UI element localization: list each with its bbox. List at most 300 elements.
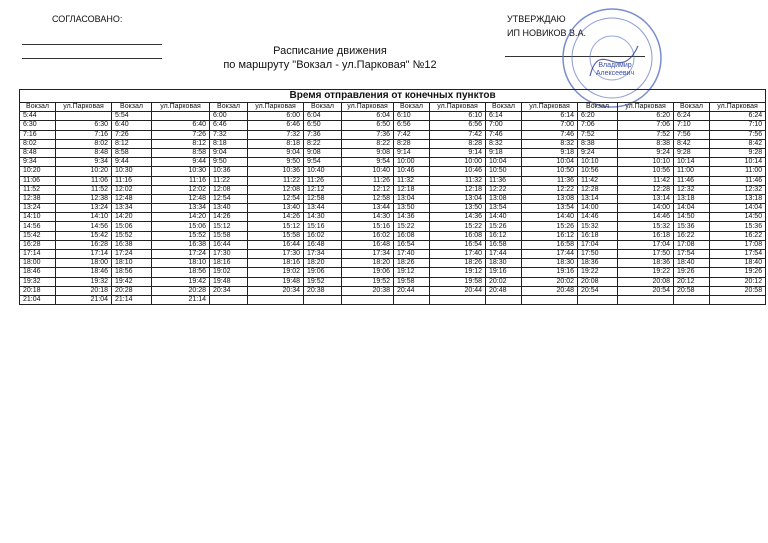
- table-row: [20, 240, 766, 249]
- time-cell: 20:02: [486, 277, 522, 286]
- time-cell: 19:22: [618, 268, 674, 277]
- column-header: Вокзал: [304, 103, 342, 112]
- time-cell: 19:06: [304, 268, 342, 277]
- time-cell: 12:58: [342, 194, 394, 203]
- time-cell: 16:54: [394, 240, 430, 249]
- time-cell: 20:18: [20, 286, 56, 295]
- time-cell: 13:40: [248, 204, 304, 213]
- time-cell: 9:28: [674, 148, 710, 157]
- time-cell: 15:32: [578, 222, 618, 231]
- column-header-row: [20, 103, 766, 112]
- time-cell: 13:04: [394, 194, 430, 203]
- table-row: [20, 277, 766, 286]
- time-cell: 8:38: [578, 139, 618, 148]
- time-cell: 14:10: [56, 213, 112, 222]
- time-cell: 17:40: [430, 250, 486, 259]
- time-cell: [522, 295, 578, 304]
- time-cell: 18:26: [430, 259, 486, 268]
- time-cell: 12:32: [674, 185, 710, 194]
- time-cell: 7:36: [304, 130, 342, 139]
- time-cell: 14:46: [618, 213, 674, 222]
- section-title: Время отправления от конечных пунктов: [20, 90, 766, 103]
- time-cell: 8:02: [20, 139, 56, 148]
- time-cell: 16:22: [710, 231, 766, 240]
- time-cell: 8:32: [522, 139, 578, 148]
- time-cell: 20:38: [304, 286, 342, 295]
- time-cell: 8:58: [112, 148, 152, 157]
- column-header: ул.Парковая: [56, 103, 112, 112]
- time-cell: 7:10: [710, 121, 766, 130]
- time-cell: 6:50: [304, 121, 342, 130]
- time-cell: 10:46: [430, 167, 486, 176]
- time-cell: [248, 295, 304, 304]
- time-cell: [430, 295, 486, 304]
- time-cell: 7:06: [578, 121, 618, 130]
- time-cell: 17:50: [578, 250, 618, 259]
- time-cell: 18:00: [20, 259, 56, 268]
- time-cell: 19:12: [430, 268, 486, 277]
- time-cell: 17:50: [618, 250, 674, 259]
- time-cell: 8:28: [394, 139, 430, 148]
- column-header: Вокзал: [210, 103, 248, 112]
- time-cell: 18:46: [20, 268, 56, 277]
- time-cell: 18:30: [486, 259, 522, 268]
- time-cell: 17:34: [304, 250, 342, 259]
- time-cell: 17:30: [248, 250, 304, 259]
- time-cell: 17:44: [522, 250, 578, 259]
- time-cell: 12:38: [20, 194, 56, 203]
- title-line-2: по маршруту "Вокзал - ул.Парковая" №12: [223, 59, 437, 71]
- time-cell: 16:22: [674, 231, 710, 240]
- time-cell: 14:40: [486, 213, 522, 222]
- time-cell: 12:18: [430, 185, 486, 194]
- time-cell: 7:56: [674, 130, 710, 139]
- time-cell: 15:42: [20, 231, 56, 240]
- time-cell: 21:04: [20, 295, 56, 304]
- time-cell: 7:16: [56, 130, 112, 139]
- column-header: ул.Парковая: [342, 103, 394, 112]
- time-cell: 15:32: [618, 222, 674, 231]
- time-cell: 19:12: [394, 268, 430, 277]
- column-header: Вокзал: [20, 103, 56, 112]
- time-cell: 11:22: [248, 176, 304, 185]
- time-cell: 7:00: [486, 121, 522, 130]
- time-cell: 12:02: [152, 185, 210, 194]
- time-cell: 17:24: [152, 250, 210, 259]
- time-cell: [394, 295, 430, 304]
- time-cell: 14:20: [112, 213, 152, 222]
- time-cell: 7:52: [618, 130, 674, 139]
- time-cell: 10:40: [342, 167, 394, 176]
- time-cell: 9:34: [56, 158, 112, 167]
- time-cell: 9:04: [248, 148, 304, 157]
- time-cell: 12:28: [618, 185, 674, 194]
- time-cell: 8:22: [304, 139, 342, 148]
- table-row: [20, 112, 766, 121]
- table-row: [20, 213, 766, 222]
- time-cell: 6:56: [430, 121, 486, 130]
- time-cell: 6:46: [248, 121, 304, 130]
- time-cell: [486, 295, 522, 304]
- time-cell: 17:08: [710, 240, 766, 249]
- table-row: [20, 222, 766, 231]
- time-cell: 18:36: [578, 259, 618, 268]
- approved-label: СОГЛАСОВАНО:: [52, 14, 123, 24]
- time-cell: 15:16: [342, 222, 394, 231]
- time-cell: 20:58: [674, 286, 710, 295]
- table-row: [20, 176, 766, 185]
- time-cell: 13:50: [430, 204, 486, 213]
- time-cell: 9:44: [112, 158, 152, 167]
- time-cell: 9:08: [304, 148, 342, 157]
- time-cell: 8:18: [210, 139, 248, 148]
- time-cell: 15:36: [674, 222, 710, 231]
- time-cell: 13:24: [20, 204, 56, 213]
- table-row: [20, 194, 766, 203]
- time-cell: 19:32: [20, 277, 56, 286]
- time-cell: 7:42: [394, 130, 430, 139]
- time-cell: 16:54: [430, 240, 486, 249]
- time-cell: 13:44: [342, 204, 394, 213]
- time-cell: 6:00: [210, 112, 248, 121]
- time-cell: 10:36: [210, 167, 248, 176]
- table-row: [20, 139, 766, 148]
- time-cell: 6:20: [618, 112, 674, 121]
- time-cell: 14:40: [522, 213, 578, 222]
- column-header: Вокзал: [394, 103, 430, 112]
- time-cell: 16:18: [578, 231, 618, 240]
- time-cell: 19:52: [304, 277, 342, 286]
- time-cell: 10:40: [304, 167, 342, 176]
- table-row: [20, 158, 766, 167]
- time-cell: 7:00: [522, 121, 578, 130]
- time-cell: 10:20: [20, 167, 56, 176]
- time-cell: 13:18: [710, 194, 766, 203]
- column-header: ул.Парковая: [710, 103, 766, 112]
- time-cell: 10:04: [486, 158, 522, 167]
- time-cell: 8:48: [20, 148, 56, 157]
- time-cell: 9:04: [210, 148, 248, 157]
- time-cell: 15:12: [248, 222, 304, 231]
- time-cell: 15:26: [486, 222, 522, 231]
- time-cell: 9:54: [342, 158, 394, 167]
- time-cell: 13:34: [152, 204, 210, 213]
- time-cell: 12:12: [342, 185, 394, 194]
- time-cell: 13:54: [486, 204, 522, 213]
- time-cell: 14:36: [430, 213, 486, 222]
- time-cell: 11:32: [430, 176, 486, 185]
- time-cell: 14:36: [394, 213, 430, 222]
- time-cell: 20:18: [56, 286, 112, 295]
- time-cell: 19:22: [578, 268, 618, 277]
- time-cell: 13:50: [394, 204, 430, 213]
- time-cell: 7:16: [20, 130, 56, 139]
- time-cell: 6:14: [486, 112, 522, 121]
- time-cell: 8:28: [430, 139, 486, 148]
- time-cell: 9:54: [304, 158, 342, 167]
- time-cell: 17:44: [486, 250, 522, 259]
- time-cell: 10:00: [430, 158, 486, 167]
- time-cell: 16:08: [430, 231, 486, 240]
- time-cell: 9:08: [342, 148, 394, 157]
- time-cell: 9:50: [210, 158, 248, 167]
- time-cell: 16:44: [210, 240, 248, 249]
- column-header: Вокзал: [578, 103, 618, 112]
- time-cell: 8:42: [674, 139, 710, 148]
- time-cell: 7:26: [112, 130, 152, 139]
- time-cell: 20:48: [486, 286, 522, 295]
- time-cell: 16:28: [20, 240, 56, 249]
- time-cell: [304, 295, 342, 304]
- time-cell: [710, 295, 766, 304]
- table-row: [20, 259, 766, 268]
- time-cell: 19:06: [342, 268, 394, 277]
- time-cell: 20:54: [618, 286, 674, 295]
- time-cell: 15:26: [522, 222, 578, 231]
- time-cell: 21:14: [152, 295, 210, 304]
- time-cell: 6:10: [430, 112, 486, 121]
- time-cell: 15:52: [152, 231, 210, 240]
- time-cell: 16:02: [342, 231, 394, 240]
- time-cell: 12:12: [304, 185, 342, 194]
- time-cell: 8:42: [710, 139, 766, 148]
- time-cell: 12:22: [522, 185, 578, 194]
- time-cell: 13:14: [618, 194, 674, 203]
- time-cell: 16:08: [394, 231, 430, 240]
- time-cell: 9:18: [522, 148, 578, 157]
- table-row: [20, 250, 766, 259]
- time-cell: 17:08: [674, 240, 710, 249]
- time-cell: 16:02: [304, 231, 342, 240]
- time-cell: 14:50: [674, 213, 710, 222]
- time-cell: 10:30: [112, 167, 152, 176]
- time-cell: 13:18: [674, 194, 710, 203]
- time-cell: 6:40: [152, 121, 210, 130]
- time-cell: 8:22: [342, 139, 394, 148]
- time-cell: 8:32: [486, 139, 522, 148]
- table-row: [20, 231, 766, 240]
- time-cell: 5:54: [112, 112, 152, 121]
- time-cell: 12:54: [248, 194, 304, 203]
- time-cell: 20:28: [112, 286, 152, 295]
- time-cell: 20:54: [578, 286, 618, 295]
- column-header: Вокзал: [112, 103, 152, 112]
- time-cell: 14:20: [152, 213, 210, 222]
- time-cell: 14:30: [342, 213, 394, 222]
- time-cell: [342, 295, 394, 304]
- time-cell: 13:04: [430, 194, 486, 203]
- time-cell: 6:10: [394, 112, 430, 121]
- time-cell: 11:32: [394, 176, 430, 185]
- time-cell: 11:36: [522, 176, 578, 185]
- time-cell: 14:50: [710, 213, 766, 222]
- time-cell: [210, 295, 248, 304]
- time-cell: 12:08: [248, 185, 304, 194]
- time-cell: 10:30: [152, 167, 210, 176]
- time-cell: 16:48: [342, 240, 394, 249]
- time-cell: 15:12: [210, 222, 248, 231]
- time-cell: 14:26: [248, 213, 304, 222]
- time-cell: 11:00: [710, 167, 766, 176]
- time-cell: 11:46: [710, 176, 766, 185]
- time-cell: 11:00: [674, 167, 710, 176]
- time-cell: 9:14: [430, 148, 486, 157]
- time-cell: 17:14: [56, 250, 112, 259]
- time-cell: 15:22: [430, 222, 486, 231]
- time-cell: 21:04: [56, 295, 112, 304]
- time-cell: 15:06: [152, 222, 210, 231]
- time-cell: 7:42: [430, 130, 486, 139]
- time-cell: 16:38: [152, 240, 210, 249]
- time-cell: 8:12: [112, 139, 152, 148]
- time-cell: 20:12: [710, 277, 766, 286]
- time-cell: 14:30: [304, 213, 342, 222]
- time-cell: 21:14: [112, 295, 152, 304]
- time-cell: 18:36: [618, 259, 674, 268]
- time-cell: 14:10: [20, 213, 56, 222]
- time-cell: 17:40: [394, 250, 430, 259]
- time-cell: 12:18: [394, 185, 430, 194]
- column-header: ул.Парковая: [618, 103, 674, 112]
- time-cell: 10:20: [56, 167, 112, 176]
- time-cell: 12:48: [112, 194, 152, 203]
- time-cell: 8:02: [56, 139, 112, 148]
- time-cell: 9:14: [394, 148, 430, 157]
- time-cell: 18:00: [56, 259, 112, 268]
- table-row: [20, 148, 766, 157]
- time-cell: 10:14: [674, 158, 710, 167]
- time-cell: 20:12: [674, 277, 710, 286]
- time-cell: 13:54: [522, 204, 578, 213]
- time-cell: 10:14: [710, 158, 766, 167]
- time-cell: 19:48: [248, 277, 304, 286]
- time-cell: 14:00: [578, 204, 618, 213]
- time-cell: 18:16: [210, 259, 248, 268]
- time-cell: 16:28: [56, 240, 112, 249]
- stamp-signature: Владимир Алексеевич: [595, 62, 635, 77]
- time-cell: 9:18: [486, 148, 522, 157]
- time-cell: 11:22: [210, 176, 248, 185]
- time-cell: 9:28: [710, 148, 766, 157]
- time-cell: 9:44: [152, 158, 210, 167]
- time-cell: 13:40: [210, 204, 248, 213]
- time-cell: [152, 112, 210, 121]
- time-cell: 18:20: [304, 259, 342, 268]
- time-cell: 10:50: [522, 167, 578, 176]
- time-cell: 11:42: [578, 176, 618, 185]
- time-cell: 9:50: [248, 158, 304, 167]
- time-cell: 18:16: [248, 259, 304, 268]
- time-cell: 16:18: [618, 231, 674, 240]
- column-header: ул.Парковая: [152, 103, 210, 112]
- time-cell: [674, 295, 710, 304]
- time-cell: 5:44: [20, 112, 56, 121]
- time-cell: 19:58: [430, 277, 486, 286]
- time-cell: 20:28: [152, 286, 210, 295]
- time-cell: 9:24: [578, 148, 618, 157]
- time-cell: 16:58: [522, 240, 578, 249]
- time-cell: 16:12: [486, 231, 522, 240]
- time-cell: 20:02: [522, 277, 578, 286]
- time-cell: 6:00: [248, 112, 304, 121]
- time-cell: 6:50: [342, 121, 394, 130]
- time-cell: 19:26: [710, 268, 766, 277]
- time-cell: 20:08: [578, 277, 618, 286]
- time-cell: 19:42: [112, 277, 152, 286]
- time-cell: 12:08: [210, 185, 248, 194]
- time-cell: 7:32: [210, 130, 248, 139]
- time-cell: 20:48: [522, 286, 578, 295]
- time-cell: 16:58: [486, 240, 522, 249]
- time-cell: 18:56: [112, 268, 152, 277]
- table-row: [20, 130, 766, 139]
- table-row: [20, 167, 766, 176]
- time-cell: 6:30: [56, 121, 112, 130]
- time-cell: 7:52: [578, 130, 618, 139]
- time-cell: 11:16: [112, 176, 152, 185]
- time-cell: 15:42: [56, 231, 112, 240]
- time-cell: 19:48: [210, 277, 248, 286]
- time-cell: 17:34: [342, 250, 394, 259]
- time-cell: 11:52: [56, 185, 112, 194]
- time-cell: 15:06: [112, 222, 152, 231]
- time-cell: 18:10: [152, 259, 210, 268]
- time-cell: 18:40: [674, 259, 710, 268]
- time-cell: 8:18: [248, 139, 304, 148]
- time-cell: 7:36: [342, 130, 394, 139]
- schedule-table: [19, 89, 766, 305]
- time-cell: 11:42: [618, 176, 674, 185]
- time-cell: 14:26: [210, 213, 248, 222]
- time-cell: 13:44: [304, 204, 342, 213]
- time-cell: 16:38: [112, 240, 152, 249]
- time-cell: 18:30: [522, 259, 578, 268]
- time-cell: 11:26: [304, 176, 342, 185]
- time-cell: 7:56: [710, 130, 766, 139]
- time-cell: 6:24: [710, 112, 766, 121]
- schedule-table-wrap: [19, 89, 763, 305]
- time-cell: 11:36: [486, 176, 522, 185]
- time-cell: 20:58: [710, 286, 766, 295]
- time-cell: 20:38: [342, 286, 394, 295]
- time-cell: 10:10: [578, 158, 618, 167]
- time-cell: 17:14: [20, 250, 56, 259]
- time-cell: 9:24: [618, 148, 674, 157]
- time-cell: 15:22: [394, 222, 430, 231]
- time-cell: 17:04: [618, 240, 674, 249]
- time-cell: 6:04: [304, 112, 342, 121]
- time-cell: 6:56: [394, 121, 430, 130]
- time-cell: [618, 295, 674, 304]
- time-cell: 10:50: [486, 167, 522, 176]
- time-cell: 10:10: [618, 158, 674, 167]
- time-cell: 10:36: [248, 167, 304, 176]
- time-cell: 19:32: [56, 277, 112, 286]
- column-header: Вокзал: [674, 103, 710, 112]
- time-cell: 19:02: [248, 268, 304, 277]
- time-cell: 7:10: [674, 121, 710, 130]
- time-cell: 10:56: [578, 167, 618, 176]
- time-cell: 20:34: [210, 286, 248, 295]
- time-cell: 11:06: [20, 176, 56, 185]
- time-cell: 18:20: [342, 259, 394, 268]
- time-cell: 13:24: [56, 204, 112, 213]
- time-cell: 10:46: [394, 167, 430, 176]
- time-cell: 9:34: [20, 158, 56, 167]
- time-cell: 18:46: [56, 268, 112, 277]
- time-cell: 6:30: [20, 121, 56, 130]
- time-cell: 13:14: [578, 194, 618, 203]
